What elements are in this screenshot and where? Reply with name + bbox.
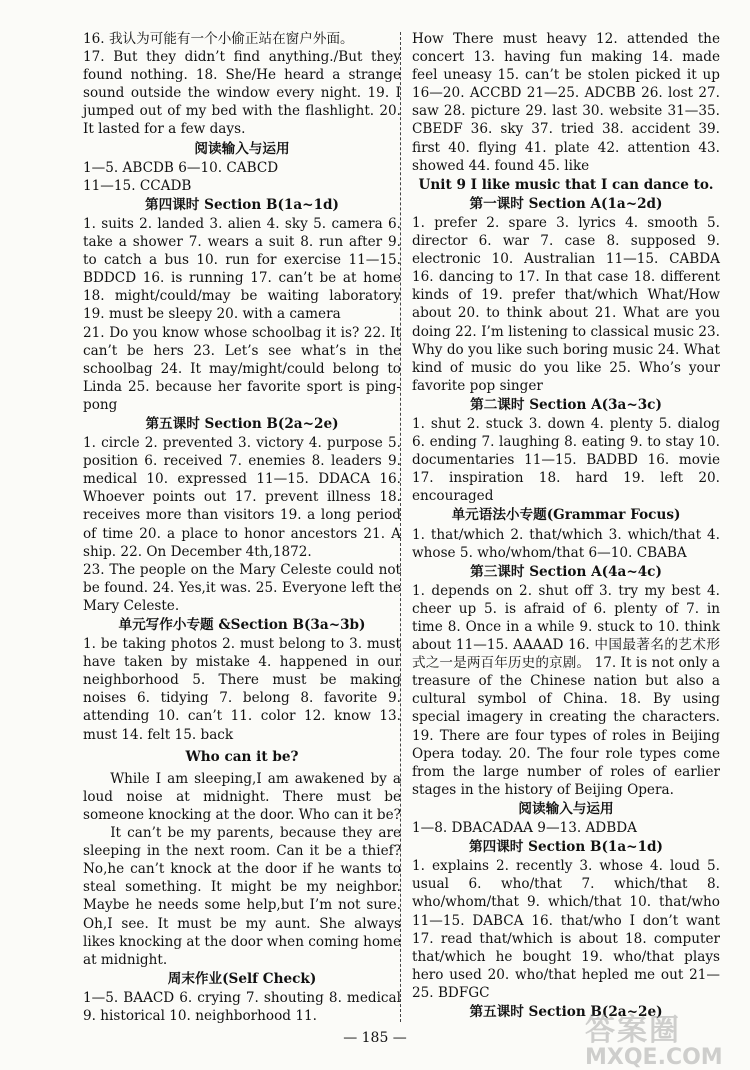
watermark-logo <box>585 1005 745 1070</box>
section-heading: 第五课时 Section B(2a~2e) <box>145 415 339 432</box>
answer-paragraph: 1. prefer 2. spare 3. lyrics 4. smooth 5. director 6. war 7. case 8. supposed 9. electronic 10. Australian 11—15. CABDA 16. dancing to 17. In that case 18. different kinds of 19. prefer that/which What/How about 20. to think about 21. What are you doing 22. I’m listening to classical music 23. Why do you like such boring music 24. What kind of music do you like 25. Who’s your favorite pop singer <box>412 214 720 394</box>
answer-paragraph: 1. explains 2. recently 3. whose 4. loud 5. usual 6. who/that 7. which/that 8. who/whom/that 9. which/that 10. that/who 11—15. DABCA 16. that/who I don’t want 17. read that/which is about 18. computer that/which he bought 19. who/that plays hero used 20. who/that hepled me out 21—25. BDFGC <box>412 858 720 1001</box>
section-heading: 第二课时 Section A(3a~3c) <box>470 396 662 413</box>
section-heading: 单元写作小专题 &Section B(3a~3b) <box>118 617 366 633</box>
answer-paragraph: 1. that/which 2. that/which 3. which/that 4. whose 5. who/whom/that 6—10. CBABA <box>412 526 720 561</box>
passage-paragraph: It can’t be my parents, because they are sleeping in the next room. Can it be a thief? No,he can’t knock at the door if he wants to steal something. It might be my neighbor. Maybe he needs some help,but I’m not sure. Oh,I see. It must be my aunt. She always likes knocking at the door when coming home at midnight. <box>83 825 401 968</box>
passage-title: Who can it be? <box>185 748 299 765</box>
answer-paragraph: How There must heavy 12. attended the concert 13. having fun making 14. made feel uneasy 15. can’t be stolen picked it up 16—20. ACCBD 21—25. ADCBB 26. lost 27. saw 28. picture 29. last 30. website 31—35. CBEDF 36. sky 37. tried 38. accident 39. first 40. flying 41. plate 42. attention 43. showed 44. found 45. like <box>412 31 720 174</box>
answer-paragraph: 17. But they didn’t find anything./But they found nothing. 18. She/He heard a strange sound outside the window every night. 19. I jumped out of my bed with the flashlight. 20. It lasted for a few days. <box>83 49 401 138</box>
page-number: — 185 — <box>343 1030 407 1046</box>
section-heading: 周末作业(Self Check) <box>167 970 317 987</box>
answer-paragraph: 23. The people on the Mary Celeste could not be found. 24. Yes,it was. 25. Everyone left the Mary Celeste. <box>83 561 401 614</box>
section-heading: Unit 9 I like music that I can dance to. <box>418 176 714 193</box>
watermark-url: MXQE.COM <box>585 1045 723 1070</box>
section-heading: 阅读输入与运用 <box>194 140 290 157</box>
section-heading: 第一课时 Section A(1a~2d) <box>469 195 663 212</box>
answer-paragraph: 16. 我认为可能有一个小偷正站在窗户外面。 <box>83 31 354 47</box>
passage-paragraph: While I am sleeping,I am awakened by a loud noise at midnight. There must be someone knocking at the door. Who can it be? <box>83 770 401 823</box>
answer-paragraph: 1. suits 2. landed 3. alien 4. sky 5. camera 6. take a shower 7. wears a suit 8. run after 9. to catch a bus 10. run for exercise 11—15. BDDCD 16. is running 17. can’t be at home 18. might/could/may be waiting laboratory 19. must be sleepy 20. with a camera <box>83 215 401 323</box>
right-column <box>412 30 720 1022</box>
section-heading: 第五课时 Section B(2a~2e) <box>469 1003 663 1020</box>
left-column <box>83 30 401 1025</box>
answer-paragraph: 1. depends on 2. shut off 3. try my best 4. cheer up 5. is afraid of 6. plenty of 7. in time 8. Once in a while 9. stuck to 10. think about 11—15. AAAAD 16. 中国最著名的艺术形式之一是两百年历史的京剧。 17. It is not only a treasure of the Chinese nation but also a cultural symbol of China. 18. By using special imagery in creating the characters. 19. There are four types of roles in Beijing Opera today. 20. The four role types come from the large number of roles of earlier stages in the history of Beijing Opera. <box>412 582 720 798</box>
answer-paragraph: 1. shut 2. stuck 3. down 4. plenty 5. dialog 6. ending 7. laughing 8. eating 9. to stay 10. documentaries 11—15. BADBD 16. movie 17. inspiration 18. hard 19. left 20. encouraged <box>412 415 720 505</box>
section-heading: 阅读输入与运用 <box>518 800 614 817</box>
answer-paragraph: 1—5. BAACD 6. crying 7. shouting 8. medical 9. historical 10. neighborhood 11. <box>83 989 401 1024</box>
watermark-text: 答案圈 <box>585 1013 681 1048</box>
column-divider <box>400 32 401 1022</box>
section-heading: 单元语法小专题(Grammar Focus) <box>451 507 681 524</box>
section-heading: 第四课时 Section B(1a~1d) <box>145 196 339 213</box>
answer-paragraph: 1—5. ABCDB 6—10. CABCD <box>83 159 279 176</box>
answer-paragraph: 1. circle 2. prevented 3. victory 4. purpose 5. position 6. received 7. enemies 8. leaders 9. medical 10. expressed 11—15. DDACA 16. Whoever points out 17. prevent illness 18. receives more than visitors 19. a long period of time 20. a place to honor ancestors 21. A ship. 22. On December 4th,1872. <box>83 435 401 560</box>
answer-paragraph: 1. be taking photos 2. must belong to 3. must have taken by mistake 4. happened in our neighborhood 5. There must be making noises 6. tidying 7. belong 8. favorite 9. attending 10. can’t 11. color 12. know 13. must 14. felt 15. back <box>83 636 401 743</box>
answer-paragraph: 11—15. CCADB <box>83 177 192 194</box>
section-heading: 第四课时 Section B(1a~1d) <box>469 839 663 856</box>
answer-paragraph: 21. Do you know whose schoolbag it is? 22. It can’t be hers 23. Let’s see what’s in the schoolbag 24. It may/might/could belong to Linda 25. because her favorite sport is ping-pong <box>83 324 401 413</box>
answer-paragraph: 1—8. DBACADAA 9—13. ADBDA <box>412 820 637 837</box>
section-heading: 第三课时 Section A(4a~4c) <box>470 563 662 580</box>
